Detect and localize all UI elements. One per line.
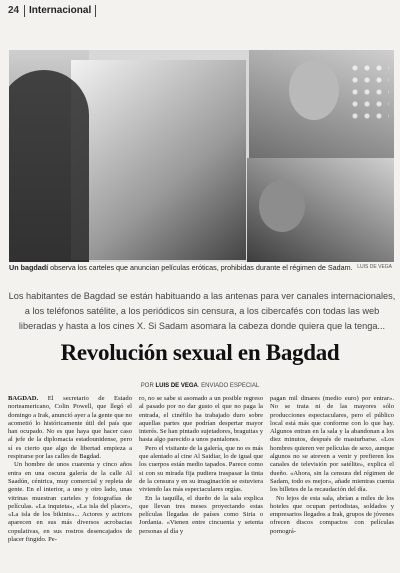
article-column bbox=[8, 395, 132, 571]
article-paragraph: Un hombre de unos cuarenta y cinco años entra en una oscura galería de la calle Al Saadún, céntrica, muy comercial y repleta de gente. En el interior, a uno y otro lado, unas vitrinas muestran carteles y fotografías de películas. «La inquieta», «La isla del placer», «La isla de los bikinis»... Actores y actrices aparecen en sus más diversos acrobacias copulativas, en sus rostros desencajados de placer fingido. Pe- bbox=[8, 461, 132, 544]
paragraph-text: El secretario de Estado norteamericano, Colin Powell, que llegó el domingo a Irak, anunció ayer a la gente que no acometió lo históricamente útil del país que han ocupado. No es que haya que hacer caso al jefe de la diplomacia estadounidense, pero sí es cierto que algo de libertad empieza a respirarse por las calles de Bagdad. bbox=[8, 395, 132, 461]
header-divider bbox=[24, 5, 25, 17]
byline-prefix: POR bbox=[140, 383, 154, 389]
caption-text: observa los carteles que anuncian películas eróticas, prohibidas durante el régimen de Sadam. bbox=[48, 263, 353, 272]
article-column bbox=[270, 395, 394, 571]
article-column bbox=[139, 395, 263, 571]
byline bbox=[0, 383, 400, 389]
poster-face bbox=[259, 180, 305, 232]
photo-caption bbox=[9, 263, 369, 272]
caption-lead: Un bagdadí bbox=[9, 263, 49, 272]
dateline: BAGDAD. bbox=[8, 395, 39, 402]
photo-credit: LUIS DE VEGA bbox=[357, 264, 392, 270]
article-paragraph: ro, no se sabe si asomado a un posible regreso al pasado por no dar gusto el que no paga la entrada, el cinéfilo ha trabajado duro sobre aquellas partes que podrían despertar mayor interés. Se han pintado sujetadores, braguitas y hasta algo parecido a unos pantalones. bbox=[139, 395, 263, 444]
header-divider bbox=[95, 5, 96, 17]
photo-panel bbox=[71, 60, 246, 260]
poster-face bbox=[289, 60, 339, 120]
news-photo bbox=[9, 50, 394, 262]
lede-paragraph: Los habitantes de Bagdad se están habituando a las antenas para ver canales internacionales, a los teléfonos satélite, a los periódicos sin censura, a los cibercafés con todas las web liberadas y hasta a los cines X. Si Sadam asomara la cabeza donde quiera que la tenga... bbox=[8, 291, 396, 331]
article-paragraph: Pero el visitante de la galería, que no es más que alentado al cine Al Saidiar, lo de igual que los cuerpos están medio tapados. Parece como si con su mirada fija pudiera traspasar la tinta de la censura y en su imaginación se estuviera viviendo las más espectaculares orgías. bbox=[139, 444, 263, 494]
article-body bbox=[8, 395, 394, 571]
section-title: Internacional bbox=[29, 5, 92, 16]
article-paragraph: pagan mil dinares (medio euro) por entrar». No se trata ni de las mayores sólo producciones espectaculares, pero el público local está más que conforme con lo que hay. Algunos entran en la sala y la abandonan a los diez minutos, después de masturbarse. «Los hombres quieren ver películas de sexo, aunque algunos no se atreven a venir y prefieren los canales de televisión por satélite», explica el dueño. «Ahora, sin la censura del régimen de Sadam, todo es mejor», añade mientras cuenta los billetes de la recaudación del día. bbox=[270, 395, 394, 494]
man-silhouette bbox=[9, 70, 89, 262]
marquee-lights bbox=[349, 62, 389, 122]
byline-author: LUIS DE VEGA bbox=[155, 383, 198, 389]
byline-role: . ENVIADO ESPECIAL bbox=[197, 383, 260, 389]
article-paragraph bbox=[8, 395, 132, 461]
headline: Revolución sexual en Bagdad bbox=[60, 340, 340, 365]
article-paragraph: En la taquilla, el dueño de la sala explica que llevan tres meses proyectando estas películas llegadas de países como Siria o Jordania. «Vienen entre cincuenta y setenta personas al día y bbox=[139, 494, 263, 535]
page-number: 24 bbox=[8, 5, 20, 16]
article-paragraph: No lejos de esta sala, abrían a miles de los hoteles que ocupan periodistas, soldados y empresarios llegados a Irak, grupos de jóvenes ofrecen discos compactos con películas pornográ- bbox=[270, 494, 394, 535]
page-header bbox=[0, 0, 400, 22]
